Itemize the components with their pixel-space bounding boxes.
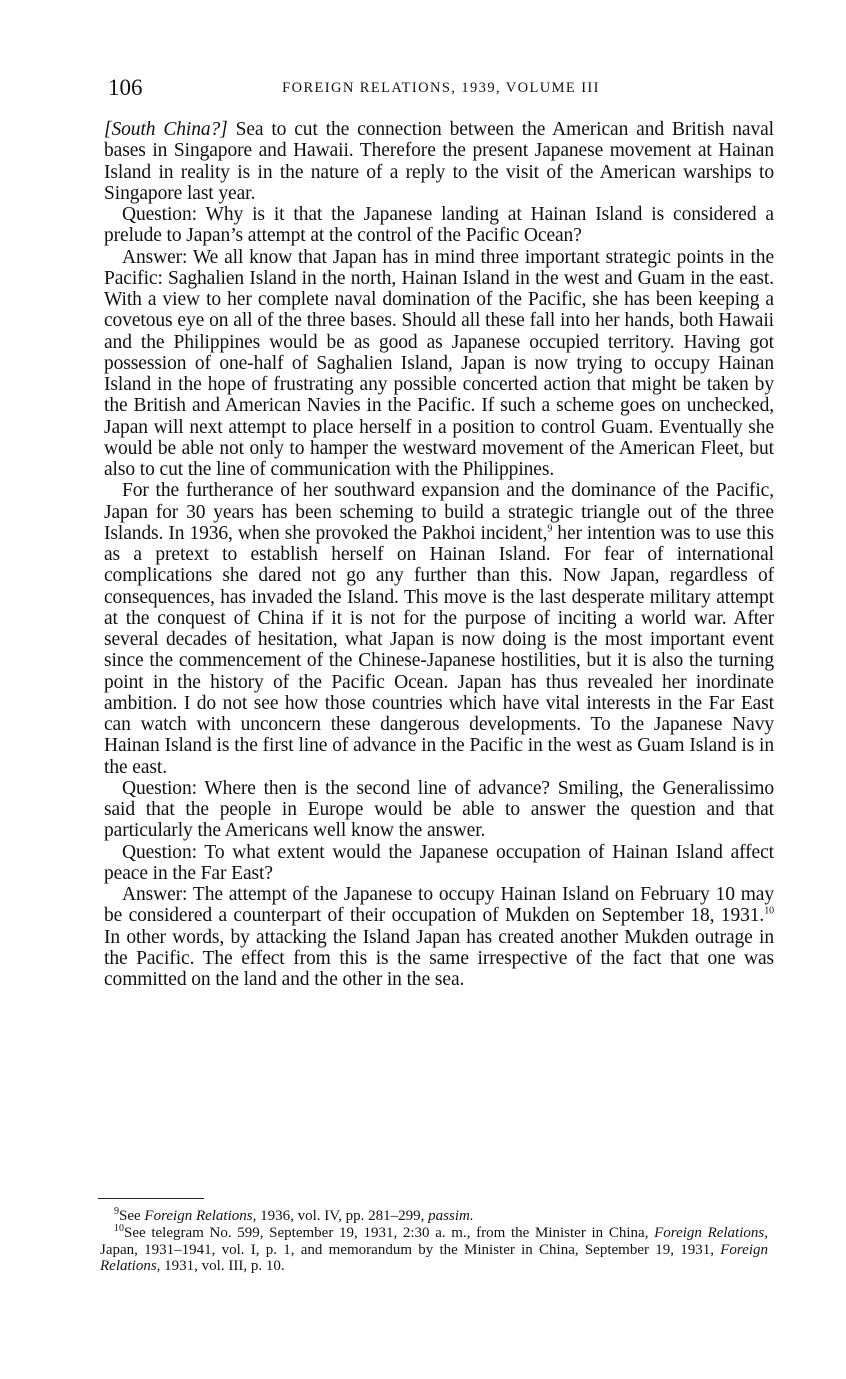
italic-bracket-text: [South China?]: [104, 119, 228, 140]
footnote-10: $^{10}$See telegram No. 599, September 19, 1931, 2:30 a. m., from the Minister in China, Foreign Relations, Japan, 1931–1941, vol. I, p. 1, and memorandum by the Minister in China, September 19, 1931, Foreign Relations, 1931, vol. III, p. 10.: [100, 1222, 768, 1275]
footnote-ref-9: 9: [547, 523, 553, 535]
footnotes: [100, 1208, 768, 1275]
paragraph-answer-1: Answer: We all know that Japan has in mind three important strategic points in the Pacific: Saghalien Island in the north, Hainan Island in the west and Guam in the east. With a view to her complete naval domination of the Pacific, she has been keeping a covetous eye on all of the three bases. Should all these fall into her hands, both Hawaii and the Philippines would be as good as Japanese occupied territory. Having got possession of one-half of Saghalien Island, Japan is now trying to occupy Hainan Island in the hope of frustrating any possible concerted action that might be taken by the British and American Navies in the Pacific. If such a scheme goes on unchecked, Japan will next attempt to place herself in a position to control Guam. Eventually she would be able not only to hamper the westward movement of the American Fleet, but also to cut the line of communication with the Philippines.: [104, 246, 774, 480]
footnote-divider: [98, 1198, 204, 1199]
page-number: 106: [108, 75, 143, 100]
paragraph-1: [South China?] Sea to cut the connection between the American and British naval bases in Singapore and Hawaii. Therefore the present Japanese movement at Hainan Island in reality is in the nature of a reply to the visit of the American warships to Singapore last year.: [104, 119, 774, 204]
running-head: FOREIGN RELATIONS, 1939, VOLUME III: [282, 80, 600, 96]
paragraph-question-2: Question: Where then is the second line of advance? Smiling, the Generalissimo said that the people in Europe would be able to answer the question and that particularly the Americans well know the answer.: [104, 777, 774, 842]
paragraph-question-3: Question: To what extent would the Japanese occupation of Hainan Island affect peace in the Far East?: [104, 841, 774, 884]
footnote-ref-10: 10: [764, 905, 774, 917]
paragraph-answer-3: Answer: The attempt of the Japanese to occupy Hainan Island on February 10 may be considered a counterpart of their occupation of Mukden on September 18, 1931.10 In other words, by attacking the Island Japan has created another Mukden outrage in the Pacific. The effect from this is the same irrespective of the fact that one was committed on the land and the other in the sea.: [104, 884, 774, 990]
footnote-9: $^9$See Foreign Relations, 1936, vol. IV, pp. 281–299, passim.: [114, 1206, 474, 1224]
paragraph-4: For the furtherance of her southward expansion and the dominance of the Pacific, Japan for 30 years has been scheming to build a strategic triangle out of the three Islands. In 1936, when she provoked the Pakhoi incident,$^9$ her intention was to use this as a pretext to establish herself on Hainan Island. For fear of international complications she dared not go any further than this. Now Japan, regardless of consequences, has invaded the Island. This move is the last desperate military attempt at the conquest of China if it is not for the purpose of inciting a world war. After several decades of hesitation, what Japan is now doing is the most important event since the commencement of the Chinese-Japanese hostilities, but it is also the turning point in the history of the Pacific Ocean. Japan has thus revealed her inordinate ambition. I do not see how those countries which have vital interests in the Far East can watch with unconcern these dangerous developments. To the Japanese Navy Hainan Island is the first line of advance in the Pacific in the west as Guam Island is in the east.: [104, 480, 774, 778]
paragraph-question-1: Question: Why is it that the Japanese landing at Hainan Island is considered a prelude to Japan’s attempt at the control of the Pacific Ocean?: [104, 204, 774, 247]
page-header: [108, 74, 774, 102]
body-text: [104, 119, 774, 990]
